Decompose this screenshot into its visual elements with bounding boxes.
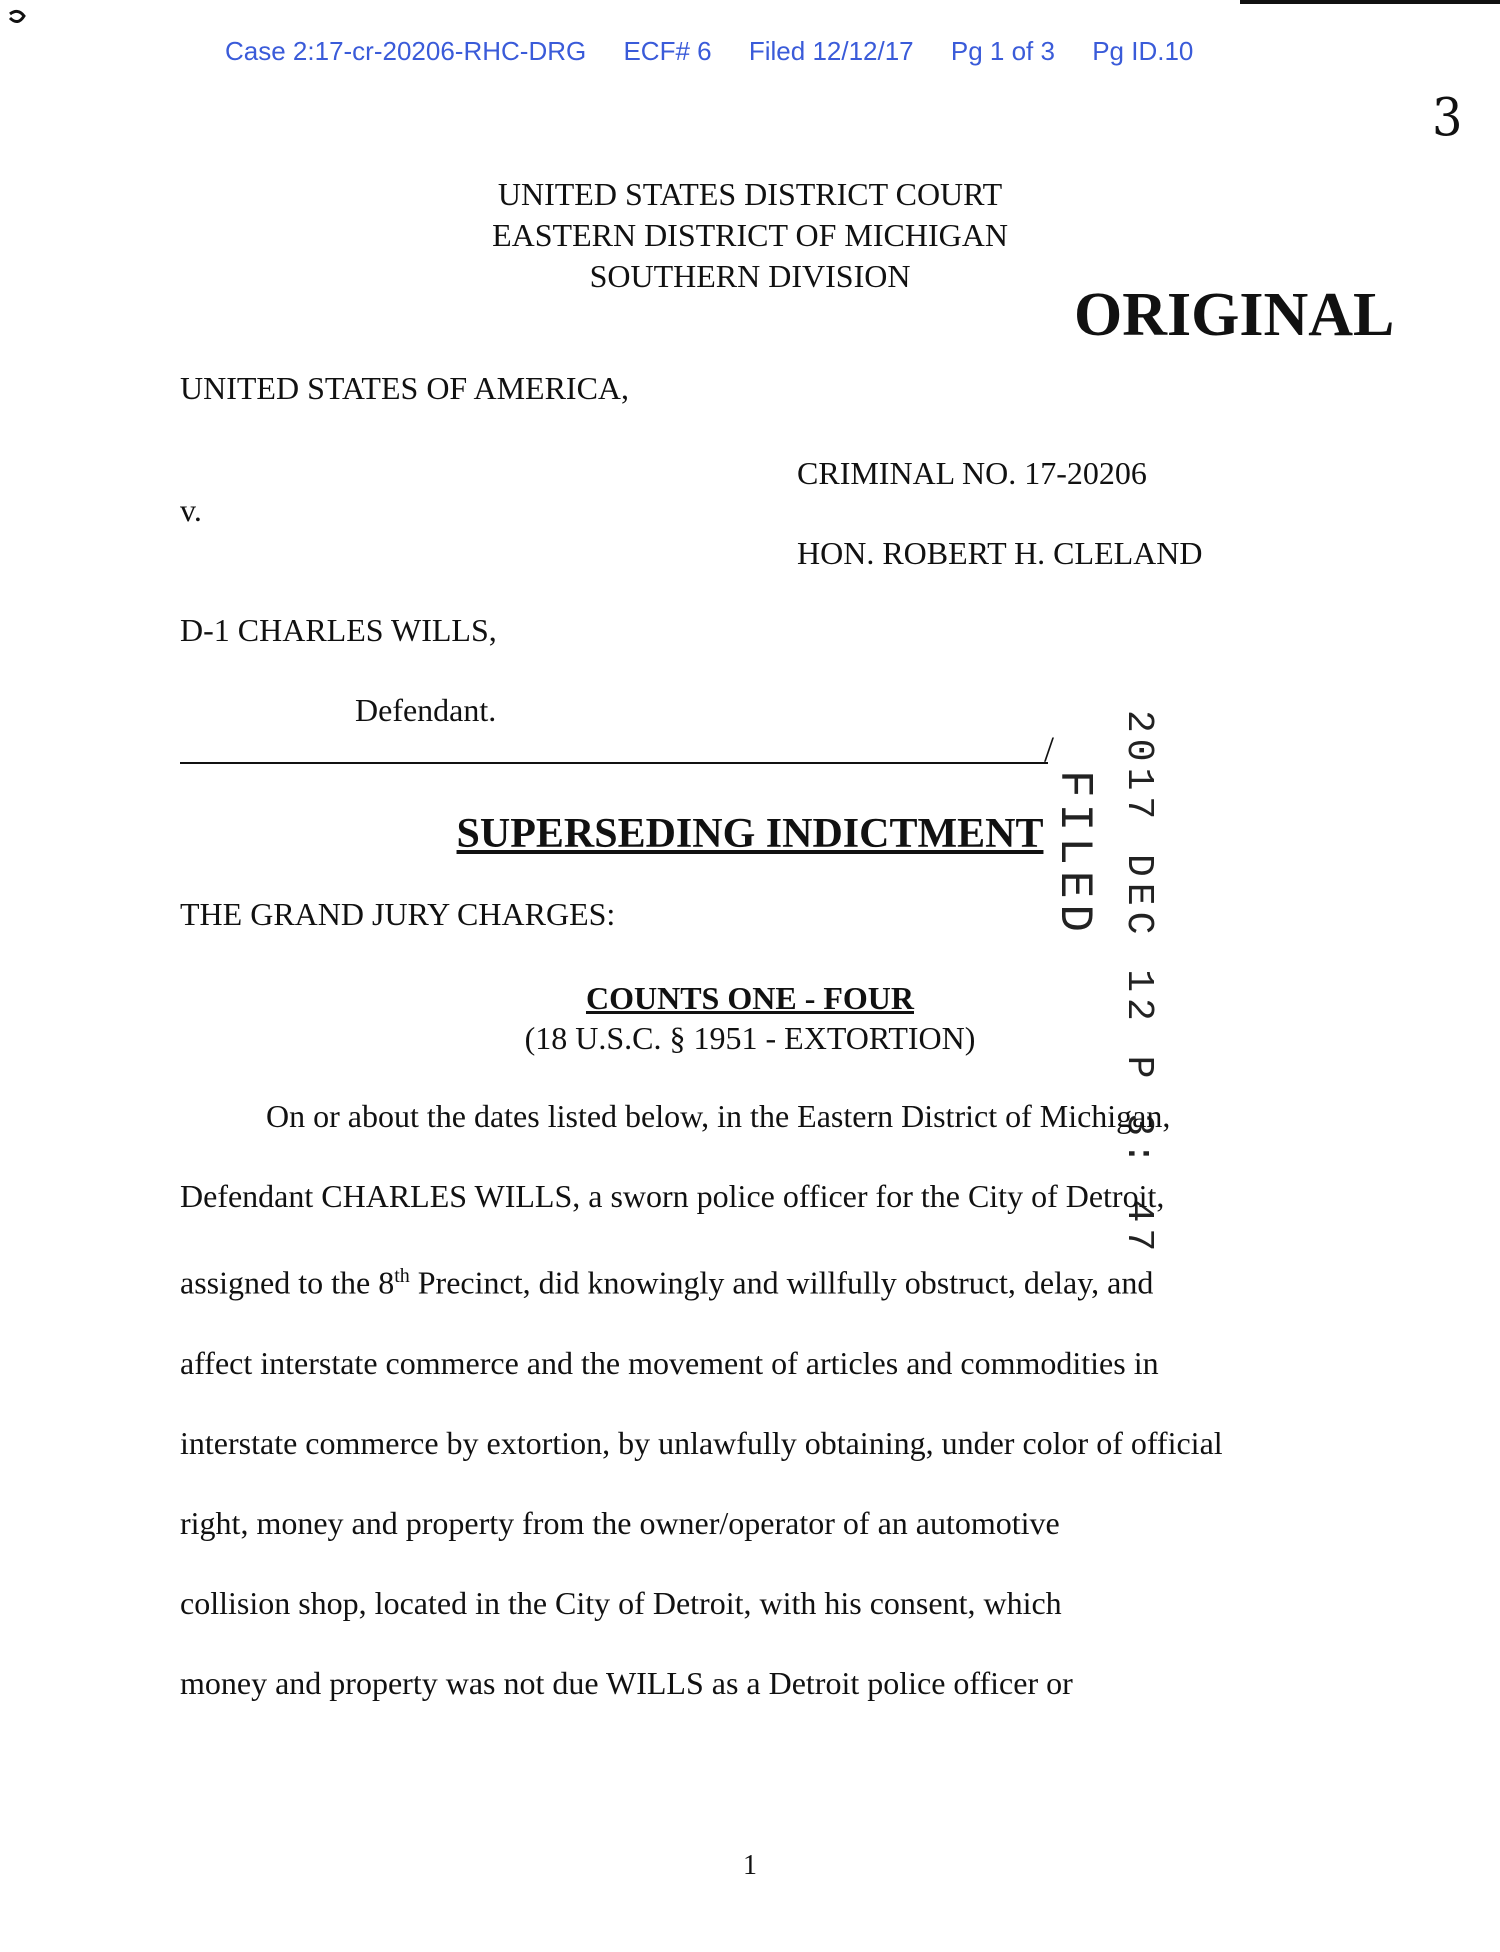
filed-stamp-word: FILED xyxy=(1048,770,1100,939)
paragraph-line: affect interstate commerce and the movement of articles and commodities in xyxy=(180,1344,1159,1381)
statute-citation: (18 U.S.C. § 1951 - EXTORTION) xyxy=(524,1020,976,1056)
ecf-header xyxy=(225,36,1223,67)
page-number: 1 xyxy=(743,1850,757,1881)
paragraph-line: right, money and property from the owner/operator of an automotive xyxy=(180,1504,1060,1541)
page-id: Pg ID.10 xyxy=(1092,36,1194,66)
versus: v. xyxy=(180,492,202,528)
paragraph-line: collision shop, located in the City of Detroit, with his consent, which xyxy=(180,1584,1062,1621)
court-heading xyxy=(420,174,1080,297)
scan-corner-mark xyxy=(4,6,34,32)
ecf-number: ECF# 6 xyxy=(623,36,712,66)
case-number: Case 2:17-cr-20206-RHC-DRG xyxy=(225,36,587,66)
scan-edge-mark xyxy=(1240,0,1500,4)
original-stamp: ORIGINAL xyxy=(1074,281,1395,349)
counts-heading: COUNTS ONE - FOUR xyxy=(585,980,914,1016)
handwritten-number: 3 xyxy=(1432,87,1463,149)
court-line-1: UNITED STATES DISTRICT COURT xyxy=(497,176,1003,212)
court-line-3: SOUTHERN DIVISION xyxy=(589,258,911,294)
paragraph-line xyxy=(180,1236,1330,1323)
defendant-label: Defendant. xyxy=(355,692,497,728)
document-title: SUPERSEDING INDICTMENT xyxy=(456,811,1044,857)
paragraph-line: money and property was not due WILLS as a Detroit police officer or xyxy=(180,1664,1073,1701)
grand-jury-charges: THE GRAND JURY CHARGES: xyxy=(180,896,616,932)
judge-name: HON. ROBERT H. CLELAND xyxy=(797,535,1203,571)
filed-stamp-datetime: 2017 DEC 12 P 3: 47 xyxy=(1117,710,1160,1258)
paragraph-line: interstate commerce by extortion, by unlawfully obtaining, under color of official xyxy=(180,1424,1223,1461)
plaintiff-name: UNITED STATES OF AMERICA, xyxy=(180,370,630,406)
superscript: th xyxy=(394,1265,410,1287)
paragraph-line: On or about the dates listed below, in the Eastern District of Michigan, xyxy=(266,1098,1171,1134)
court-line-2: EASTERN DISTRICT OF MICHIGAN xyxy=(492,217,1008,253)
paragraph-text: assigned to the 8 xyxy=(180,1264,395,1301)
paragraph-line: Defendant CHARLES WILLS, a sworn police officer for the City of Detroit, xyxy=(180,1178,1165,1214)
criminal-number: CRIMINAL NO. 17-20206 xyxy=(797,455,1147,491)
defendant-name: D-1 CHARLES WILLS, xyxy=(180,612,497,648)
page-count: Pg 1 of 3 xyxy=(950,36,1055,66)
paragraph-text: Precinct, did knowingly and willfully obstruct, delay, and xyxy=(409,1264,1154,1301)
caption-slash: / xyxy=(1044,729,1055,769)
charge-paragraph xyxy=(180,1076,1330,1723)
caption-rule xyxy=(180,762,1048,764)
filed-date: Filed 12/12/17 xyxy=(748,36,914,66)
